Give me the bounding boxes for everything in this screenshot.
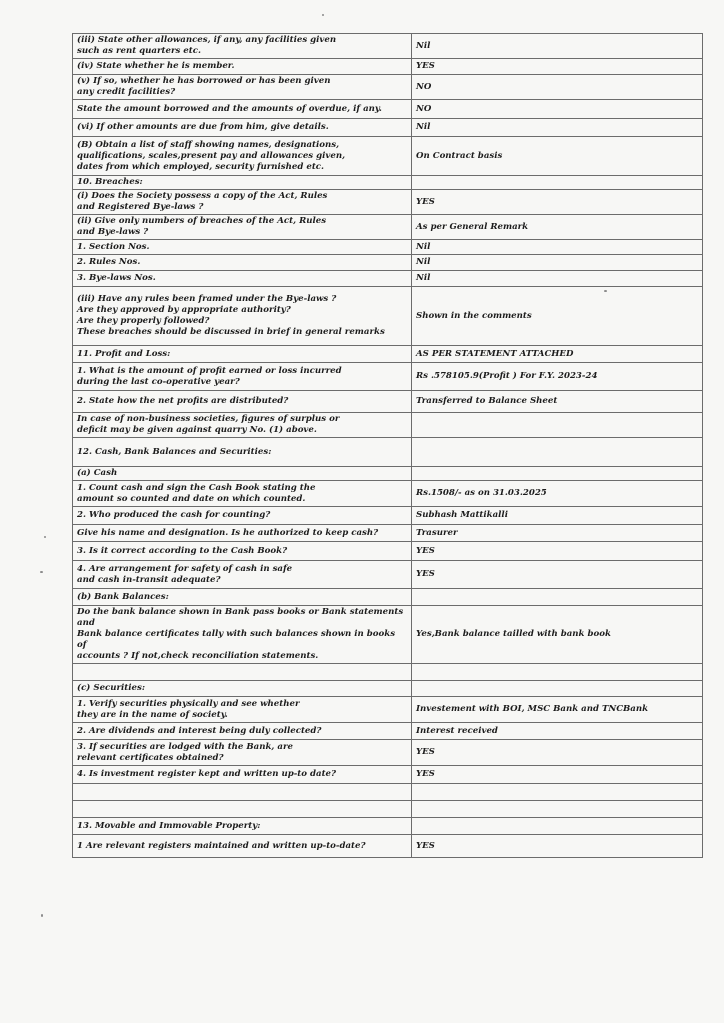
question-cell: 2. Rules Nos. xyxy=(73,255,412,271)
answer-cell: YES xyxy=(412,542,703,561)
table-row xyxy=(73,835,703,858)
question-cell: 12. Cash, Bank Balances and Securities: xyxy=(73,438,412,467)
table-row xyxy=(73,697,703,723)
table-row xyxy=(73,818,703,835)
table-row xyxy=(73,801,703,818)
scan-speck xyxy=(41,914,43,917)
question-cell: 2. State how the net profits are distributed? xyxy=(73,391,412,413)
table-row xyxy=(73,664,703,681)
answer-cell: YES xyxy=(412,561,703,589)
question-cell: 4. Is investment register kept and written up-to date? xyxy=(73,766,412,784)
answer-cell: Rs.1508/- as on 31.03.2025 xyxy=(412,481,703,507)
question-cell xyxy=(73,784,412,801)
question-cell: 13. Movable and Immovable Property: xyxy=(73,818,412,835)
answer-cell: YES xyxy=(412,59,703,75)
table-row xyxy=(73,784,703,801)
table-row xyxy=(73,190,703,215)
answer-cell: Trasurer xyxy=(412,525,703,542)
answer-cell: YES xyxy=(412,190,703,215)
table-row xyxy=(73,481,703,507)
question-cell: (i) Does the Society possess a copy of the Act, Rules and Registered Bye-laws ? xyxy=(73,190,412,215)
table-row xyxy=(73,507,703,525)
question-cell: 1 Are relevant registers maintained and written up-to-date? xyxy=(73,835,412,858)
answer-cell: Nil xyxy=(412,119,703,137)
question-cell: (iii) Have any rules been framed under the Bye-laws ? Are they approved by appropriate authority? Are they properly followed? These breaches should be discussed in brief in general remarks xyxy=(73,287,412,346)
scan-speck xyxy=(322,14,324,16)
scan-speck xyxy=(604,290,607,292)
table-row xyxy=(73,606,703,664)
answer-cell: Nil xyxy=(412,34,703,59)
question-cell: (B) Obtain a list of staff showing names, designations, qualifications, scales,present pay and allowances given, dates from which employed, security furnished etc. xyxy=(73,137,412,176)
table-row xyxy=(73,59,703,75)
question-cell xyxy=(73,664,412,681)
question-cell: State the amount borrowed and the amounts of overdue, if any. xyxy=(73,100,412,119)
table-row xyxy=(73,766,703,784)
table-row xyxy=(73,363,703,391)
question-cell: 1. Verify securities physically and see whether they are in the name of society. xyxy=(73,697,412,723)
question-cell: (iv) State whether he is member. xyxy=(73,59,412,75)
answer-cell xyxy=(412,467,703,481)
answer-cell: YES xyxy=(412,835,703,858)
question-cell: 11. Profit and Loss: xyxy=(73,346,412,363)
answer-cell: Rs .578105.9(Profit ) For F.Y. 2023-24 xyxy=(412,363,703,391)
question-cell: (a) Cash xyxy=(73,467,412,481)
answer-cell xyxy=(412,413,703,438)
table-row xyxy=(73,100,703,119)
question-cell: (c) Securities: xyxy=(73,681,412,697)
table-row xyxy=(73,723,703,740)
question-cell: 4. Are arrangement for safety of cash in safe and cash in-transit adequate? xyxy=(73,561,412,589)
question-cell: 1. Count cash and sign the Cash Book stating the amount so counted and date on which counted. xyxy=(73,481,412,507)
answer-cell xyxy=(412,438,703,467)
question-cell: 2. Who produced the cash for counting? xyxy=(73,507,412,525)
answer-cell: Nil xyxy=(412,255,703,271)
answer-cell: NO xyxy=(412,75,703,100)
answer-cell xyxy=(412,801,703,818)
question-cell: 1. What is the amount of profit earned or loss incurred during the last co-operative year? xyxy=(73,363,412,391)
question-cell xyxy=(73,801,412,818)
question-cell: 3. Is it correct according to the Cash Book? xyxy=(73,542,412,561)
question-cell: (vi) If other amounts are due from him, give details. xyxy=(73,119,412,137)
answer-cell: Investement with BOI, MSC Bank and TNCBank xyxy=(412,697,703,723)
answer-cell: AS PER STATEMENT ATTACHED xyxy=(412,346,703,363)
table-row xyxy=(73,119,703,137)
answer-cell: Nil xyxy=(412,271,703,287)
table-row xyxy=(73,34,703,59)
answer-cell: On Contract basis xyxy=(412,137,703,176)
question-cell: 3. Bye-laws Nos. xyxy=(73,271,412,287)
question-cell: 3. If securities are lodged with the Bank, are relevant certificates obtained? xyxy=(73,740,412,766)
table-row xyxy=(73,240,703,255)
question-cell: 10. Breaches: xyxy=(73,176,412,190)
table-row xyxy=(73,287,703,346)
answer-cell: Nil xyxy=(412,240,703,255)
question-cell: 2. Are dividends and interest being duly collected? xyxy=(73,723,412,740)
question-cell: (b) Bank Balances: xyxy=(73,589,412,606)
answer-cell: Yes,Bank balance tailled with bank book xyxy=(412,606,703,664)
answer-cell: Transferred to Balance Sheet xyxy=(412,391,703,413)
question-cell: In case of non-business societies, figures of surplus or deficit may be given against quarry No. (1) above. xyxy=(73,413,412,438)
answer-cell: NO xyxy=(412,100,703,119)
table-row xyxy=(73,137,703,176)
answer-cell: As per General Remark xyxy=(412,215,703,240)
question-cell: 1. Section Nos. xyxy=(73,240,412,255)
table-row xyxy=(73,589,703,606)
answer-cell xyxy=(412,784,703,801)
answer-cell xyxy=(412,664,703,681)
answer-cell: YES xyxy=(412,766,703,784)
table-row xyxy=(73,413,703,438)
table-row xyxy=(73,438,703,467)
table-row xyxy=(73,255,703,271)
table-row xyxy=(73,75,703,100)
table-row xyxy=(73,215,703,240)
table-row xyxy=(73,561,703,589)
answer-cell: Shown in the comments xyxy=(412,287,703,346)
table-row xyxy=(73,525,703,542)
table-row xyxy=(73,176,703,190)
question-cell: (ii) Give only numbers of breaches of the Act, Rules and Bye-laws ? xyxy=(73,215,412,240)
scan-speck xyxy=(40,571,43,573)
table-row xyxy=(73,346,703,363)
question-cell: (v) If so, whether he has borrowed or has been given any credit facilities? xyxy=(73,75,412,100)
answer-cell xyxy=(412,818,703,835)
question-cell: Do the bank balance shown in Bank pass books or Bank statements and Bank balance certificates tally with such balances shown in books of accounts ? If not,check reconciliation statements. xyxy=(73,606,412,664)
table-row xyxy=(73,391,703,413)
answer-cell: YES xyxy=(412,740,703,766)
table-row xyxy=(73,467,703,481)
table-row xyxy=(73,681,703,697)
answer-cell: Interest received xyxy=(412,723,703,740)
answer-cell xyxy=(412,589,703,606)
answer-cell: Subhash Mattikalli xyxy=(412,507,703,525)
answer-cell xyxy=(412,176,703,190)
question-cell: (iii) State other allowances, if any, any facilities given such as rent quarters etc. xyxy=(73,34,412,59)
table-row xyxy=(73,271,703,287)
table-body xyxy=(73,34,703,858)
question-cell: Give his name and designation. Is he authorized to keep cash? xyxy=(73,525,412,542)
table-row xyxy=(73,740,703,766)
table-row xyxy=(73,542,703,561)
scan-speck xyxy=(44,536,46,538)
audit-questionnaire-table xyxy=(72,33,703,858)
answer-cell xyxy=(412,681,703,697)
